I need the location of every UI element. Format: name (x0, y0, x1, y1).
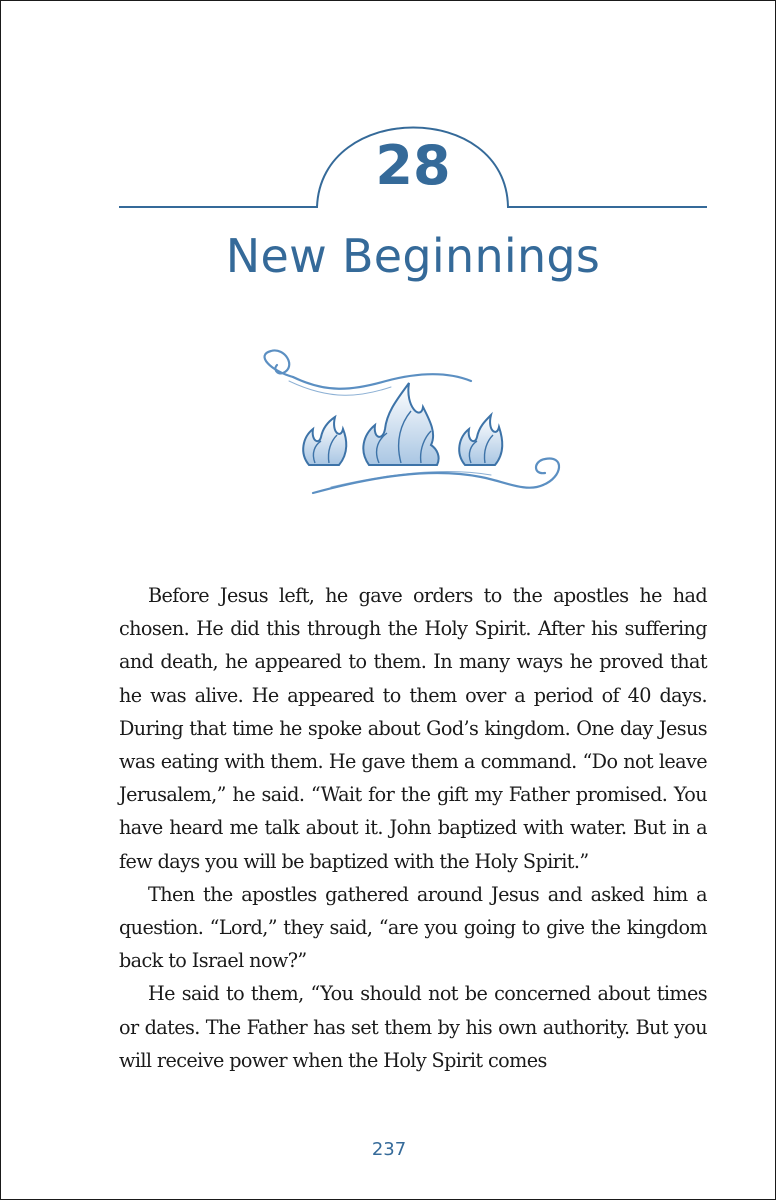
body-paragraph-2: Then the apostles gathered around Jesus and asked him a question. “Lord,” they said, “are you going to give the kingdom back to Israel now?” (119, 882, 707, 973)
page-number: 237 (371, 1139, 407, 1160)
chapter-number: 28 (375, 134, 451, 197)
body-paragraph-3: He said to them, “You should not be concerned about times or dates. The Father has set them by his own authority. But you will receive power when the Holy Spirit comes (119, 982, 707, 1072)
chapter-title: New Beginnings (225, 229, 601, 283)
chapter-body-text (119, 579, 707, 1077)
chapter-header (1, 1, 776, 301)
flames-ornament-icon (241, 341, 581, 511)
body-paragraph-1: Before Jesus left, he gave orders to the apostles he had chosen. He did this through the Holy Spirit. After his suffering and death, he appeared to them. In many ways he proved that he was alive. He appeared to them over a period of 40 days. During that time he spoke about God’s kingdom. One day Jesus was eating with them. He gave them a command. “Do not leave Jerusalem,” he said. “Wait for the gift my Father promised. You have heard me talk about it. John baptized with water. But in a few days you will be baptized with the Holy Spirit.” (119, 584, 707, 873)
